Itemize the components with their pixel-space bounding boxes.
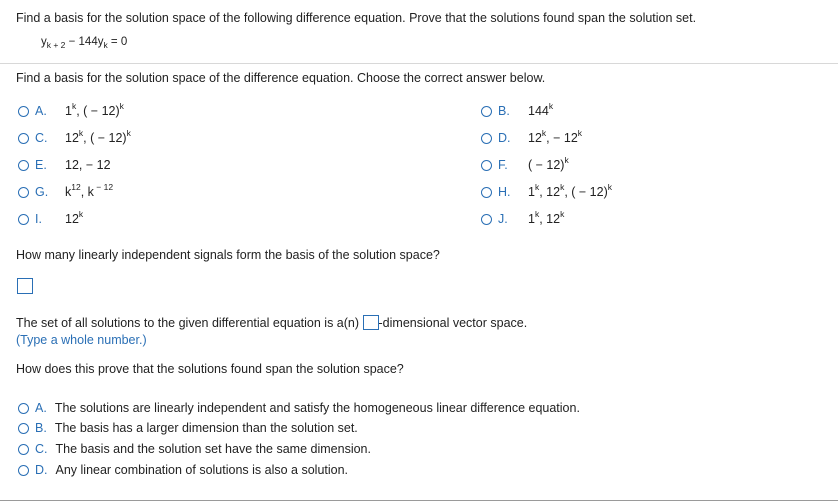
option-letter: A. [35,401,47,415]
option-letter: I. [35,212,42,226]
equation-y: y [41,36,47,48]
dimension-sentence-after: -dimensional vector space. [378,316,528,330]
expression-base: 12 [546,185,561,199]
expression-text: , [564,185,572,199]
expression-exponent: k [607,182,612,192]
expression-exponent: k [548,101,554,111]
basis-option-g[interactable] [18,182,114,199]
signals-count-input[interactable] [17,278,33,294]
expression-text: , − [546,131,564,145]
section-divider [0,63,838,64]
expression-exponent: 12 [71,182,81,192]
option-expression [65,128,131,145]
bottom-border [0,500,838,501]
dimension-sentence-before: The set of all solutions to the given differential equation is a(n) [16,316,363,330]
expression-exponent: k [560,182,565,192]
expression-text: , [80,185,88,199]
difference-equation [41,36,127,48]
radio-button[interactable] [18,187,29,198]
span-option-a[interactable] [18,401,580,415]
expression-text: 12, − 12 [65,158,111,172]
option-expression [528,182,612,199]
part4-prompt: How does this prove that the solutions found span the solution space? [16,362,404,376]
radio-button[interactable] [18,465,29,476]
basis-option-j[interactable] [481,209,565,226]
expression-base: 12 [65,131,79,145]
option-expression [528,209,565,226]
equation-middle: − 144y [65,36,104,48]
expression-exponent: − 12 [93,182,114,192]
expression-text: , [539,185,547,199]
span-option-d[interactable] [18,463,348,477]
basis-option-e[interactable] [18,158,111,172]
expression-exponent: k [564,155,569,165]
expression-exponent: k [534,182,540,192]
expression-base: 12 [563,131,578,145]
basis-option-f[interactable] [481,155,569,172]
radio-button[interactable] [18,160,29,171]
option-expression [65,182,114,199]
radio-button[interactable] [18,403,29,414]
basis-option-b[interactable] [481,101,554,118]
expression-exponent: k [78,209,84,219]
expression-base: ( − 12) [83,104,120,118]
expression-base: 1 [528,212,535,226]
basis-option-i[interactable] [18,209,84,226]
expression-base: 1 [65,104,72,118]
expression-base: ( − 12) [90,131,127,145]
expression-base: ( − 12) [571,185,608,199]
question-prompt: Find a basis for the solution space of the following difference equation. Prove that the solutions found span the solution set. [16,11,697,25]
expression-exponent: k [560,209,565,219]
radio-button[interactable] [18,106,29,117]
radio-button[interactable] [18,423,29,434]
expression-exponent: k [577,128,583,138]
option-letter: C. [35,442,48,456]
option-letter: B. [498,104,510,118]
expression-text: , [76,104,84,118]
dimension-input[interactable] [363,315,379,330]
option-letter: D. [35,463,48,477]
radio-button[interactable] [18,444,29,455]
radio-button[interactable] [481,106,492,117]
option-expression [65,209,84,226]
option-letter: C. [35,131,48,145]
option-letter: B. [35,421,47,435]
expression-exponent: k [126,128,131,138]
expression-exponent: k [71,101,77,111]
expression-exponent: k [119,101,124,111]
option-expression [65,101,124,118]
option-text: The basis has a larger dimension than the solution set. [54,421,358,435]
expression-base: 144 [528,104,549,118]
expression-base: 1 [528,185,535,199]
radio-button[interactable] [481,214,492,225]
expression-base: 12 [528,131,542,145]
option-text: The basis and the solution set have the same dimension. [55,442,371,456]
expression-base: k [65,185,72,199]
expression-base: 12 [546,212,561,226]
expression-exponent: k [541,128,547,138]
span-option-c[interactable] [18,442,371,456]
expression-base: ( − 12) [528,158,565,172]
radio-button[interactable] [18,133,29,144]
option-expression [528,101,554,118]
option-letter: J. [498,212,508,226]
radio-button[interactable] [481,187,492,198]
radio-button[interactable] [481,160,492,171]
part2-prompt: How many linearly independent signals form the basis of the solution space? [16,248,440,262]
basis-option-a[interactable] [18,101,124,118]
option-text: The solutions are linearly independent and satisfy the homogeneous linear difference equation. [54,401,580,415]
radio-button[interactable] [481,133,492,144]
basis-option-d[interactable] [481,128,583,145]
option-letter: F. [498,158,508,172]
basis-option-h[interactable] [481,182,612,199]
span-option-b[interactable] [18,421,358,435]
option-letter: H. [498,185,511,199]
option-expression [65,158,111,172]
expression-exponent: k [534,209,540,219]
input-hint: (Type a whole number.) [16,333,147,347]
option-letter: G. [35,185,49,199]
equation-sub-2: k [103,40,108,50]
expression-text: , [539,212,547,226]
basis-option-c[interactable] [18,128,131,145]
expression-base: k [87,185,94,199]
option-expression [528,155,569,172]
option-letter: D. [498,131,511,145]
option-letter: E. [35,158,47,172]
part1-prompt: Find a basis for the solution space of the difference equation. Choose the correct answer below. [16,71,546,85]
option-letter: A. [35,104,47,118]
option-expression [528,128,583,145]
equation-rhs: = 0 [107,36,128,48]
expression-text: , [83,131,91,145]
option-text: Any linear combination of solutions is also a solution. [55,463,349,477]
equation-sub-1: k + 2 [46,40,66,50]
radio-button[interactable] [18,214,29,225]
dimension-sentence [16,315,527,330]
expression-base: 12 [65,212,79,226]
expression-exponent: k [78,128,84,138]
